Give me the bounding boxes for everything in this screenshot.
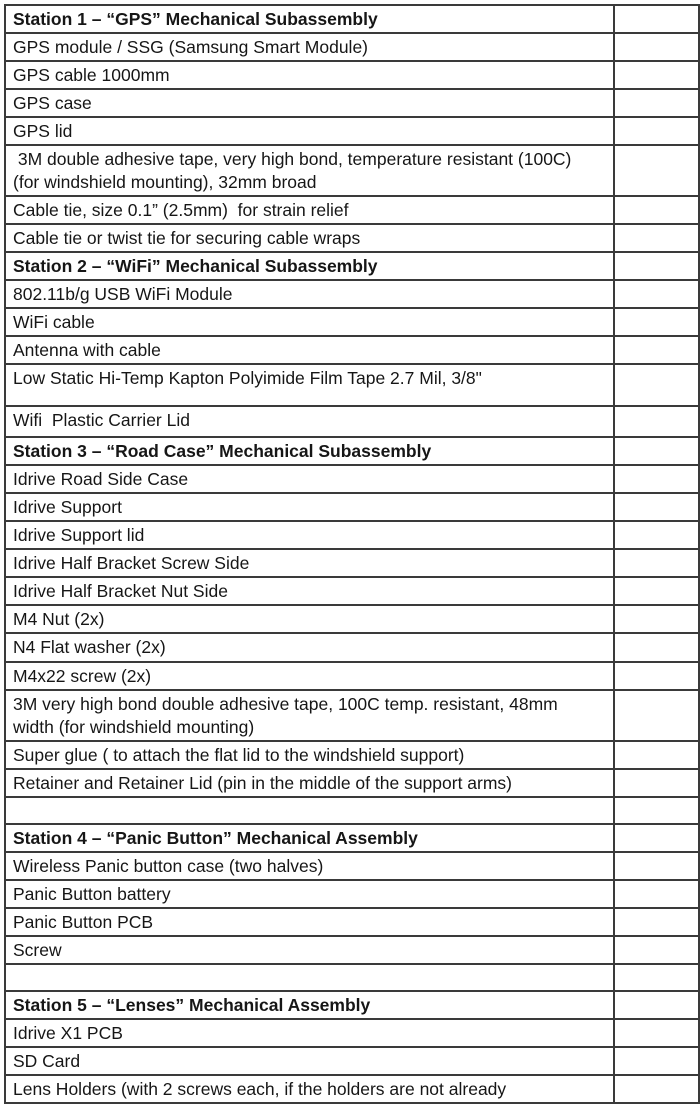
part-description-cell: Low Static Hi-Temp Kapton Polyimide Film Tape 2.7 Mil, 3/8": [5, 364, 614, 406]
table-row: [5, 521, 699, 549]
table-row: [5, 465, 699, 493]
part-description-cell: Wifi Plastic Carrier Lid: [5, 406, 614, 437]
part-description-cell: Wireless Panic button case (two halves): [5, 852, 614, 880]
part-description-cell: 3M very high bond double adhesive tape, 100C temp. resistant, 48mm width (for windshield mounting): [5, 690, 614, 741]
table-row: [5, 769, 699, 797]
part-description-cell: SD Card: [5, 1047, 614, 1075]
table-row: [5, 493, 699, 521]
part-description-cell: Antenna with cable: [5, 336, 614, 364]
check-cell: [614, 633, 699, 662]
check-cell: [614, 465, 699, 493]
check-cell: [614, 406, 699, 437]
check-cell: [614, 145, 699, 196]
check-cell: [614, 493, 699, 521]
check-cell: [614, 61, 699, 89]
part-description-cell: Screw: [5, 936, 614, 964]
part-description-cell: GPS cable 1000mm: [5, 61, 614, 89]
table-row: [5, 406, 699, 437]
part-description-cell: Cable tie, size 0.1” (2.5mm) for strain relief: [5, 196, 614, 224]
check-cell: [614, 308, 699, 336]
check-cell: [614, 336, 699, 364]
table-row: [5, 280, 699, 308]
check-cell: [614, 880, 699, 908]
table-row: [5, 33, 699, 61]
table-row: [5, 1075, 699, 1103]
section-header-label: Station 1 – “GPS” Mechanical Subassembly: [5, 5, 614, 33]
part-description-cell: Idrive Support lid: [5, 521, 614, 549]
table-row: [5, 908, 699, 936]
check-cell: [614, 936, 699, 964]
part-description-cell: Idrive Half Bracket Screw Side: [5, 549, 614, 577]
part-description-cell: Retainer and Retainer Lid (pin in the middle of the support arms): [5, 769, 614, 797]
part-description-cell: GPS lid: [5, 117, 614, 145]
part-description-cell: Idrive X1 PCB: [5, 1019, 614, 1047]
section-header-label: Station 2 – “WiFi” Mechanical Subassembly: [5, 252, 614, 280]
parts-table-body: [5, 5, 699, 1103]
check-cell: [614, 224, 699, 252]
check-cell: [614, 741, 699, 769]
check-cell: [614, 690, 699, 741]
check-cell: [614, 577, 699, 605]
check-cell: [614, 437, 699, 465]
check-cell: [614, 5, 699, 33]
table-row: [5, 741, 699, 769]
section-header-row: [5, 824, 699, 852]
section-header-row: [5, 437, 699, 465]
section-header-row: [5, 991, 699, 1019]
part-description-cell: Idrive Half Bracket Nut Side: [5, 577, 614, 605]
table-row: [5, 308, 699, 336]
check-cell: [614, 1075, 699, 1103]
part-description-cell: M4 Nut (2x): [5, 605, 614, 633]
part-description-cell: GPS module / SSG (Samsung Smart Module): [5, 33, 614, 61]
check-cell: [614, 364, 699, 406]
part-description-cell: Panic Button PCB: [5, 908, 614, 936]
table-row: [5, 605, 699, 633]
check-cell: [614, 964, 699, 991]
table-row: [5, 662, 699, 690]
table-row: [5, 633, 699, 662]
table-row: [5, 690, 699, 741]
table-row: [5, 549, 699, 577]
table-row: [5, 336, 699, 364]
part-description-cell: M4x22 screw (2x): [5, 662, 614, 690]
table-row: [5, 117, 699, 145]
check-cell: [614, 824, 699, 852]
table-row: [5, 224, 699, 252]
part-description-cell: 802.11b/g USB WiFi Module: [5, 280, 614, 308]
check-cell: [614, 991, 699, 1019]
blank-cell: [5, 797, 614, 824]
part-description-cell: Super glue ( to attach the flat lid to the windshield support): [5, 741, 614, 769]
check-cell: [614, 549, 699, 577]
check-cell: [614, 1047, 699, 1075]
section-header-label: Station 3 – “Road Case” Mechanical Subassembly: [5, 437, 614, 465]
check-cell: [614, 662, 699, 690]
part-description-cell: Idrive Support: [5, 493, 614, 521]
table-row: [5, 196, 699, 224]
table-row: [5, 1019, 699, 1047]
table-row: [5, 936, 699, 964]
check-cell: [614, 252, 699, 280]
check-cell: [614, 117, 699, 145]
part-description-cell: Idrive Road Side Case: [5, 465, 614, 493]
check-cell: [614, 521, 699, 549]
check-cell: [614, 769, 699, 797]
part-description-cell: 3M double adhesive tape, very high bond, temperature resistant (100C) (for windshield mounting), 32mm broad: [5, 145, 614, 196]
section-header-label: Station 4 – “Panic Button” Mechanical Assembly: [5, 824, 614, 852]
blank-row: [5, 797, 699, 824]
check-cell: [614, 33, 699, 61]
section-header-row: [5, 252, 699, 280]
blank-cell: [5, 964, 614, 991]
part-description-cell: N4 Flat washer (2x): [5, 633, 614, 662]
table-row: [5, 1047, 699, 1075]
check-cell: [614, 797, 699, 824]
check-cell: [614, 852, 699, 880]
table-row: [5, 364, 699, 406]
check-cell: [614, 1019, 699, 1047]
table-row: [5, 145, 699, 196]
part-description-cell: Cable tie or twist tie for securing cable wraps: [5, 224, 614, 252]
parts-table: [4, 4, 700, 1104]
table-row: [5, 852, 699, 880]
part-description-cell: Panic Button battery: [5, 880, 614, 908]
check-cell: [614, 280, 699, 308]
check-cell: [614, 89, 699, 117]
check-cell: [614, 908, 699, 936]
table-row: [5, 577, 699, 605]
section-header-label: Station 5 – “Lenses” Mechanical Assembly: [5, 991, 614, 1019]
section-header-row: [5, 5, 699, 33]
check-cell: [614, 605, 699, 633]
blank-row: [5, 964, 699, 991]
part-description-cell: GPS case: [5, 89, 614, 117]
check-cell: [614, 196, 699, 224]
table-row: [5, 61, 699, 89]
part-description-cell: Lens Holders (with 2 screws each, if the holders are not already: [5, 1075, 614, 1103]
table-row: [5, 880, 699, 908]
table-row: [5, 89, 699, 117]
part-description-cell: WiFi cable: [5, 308, 614, 336]
